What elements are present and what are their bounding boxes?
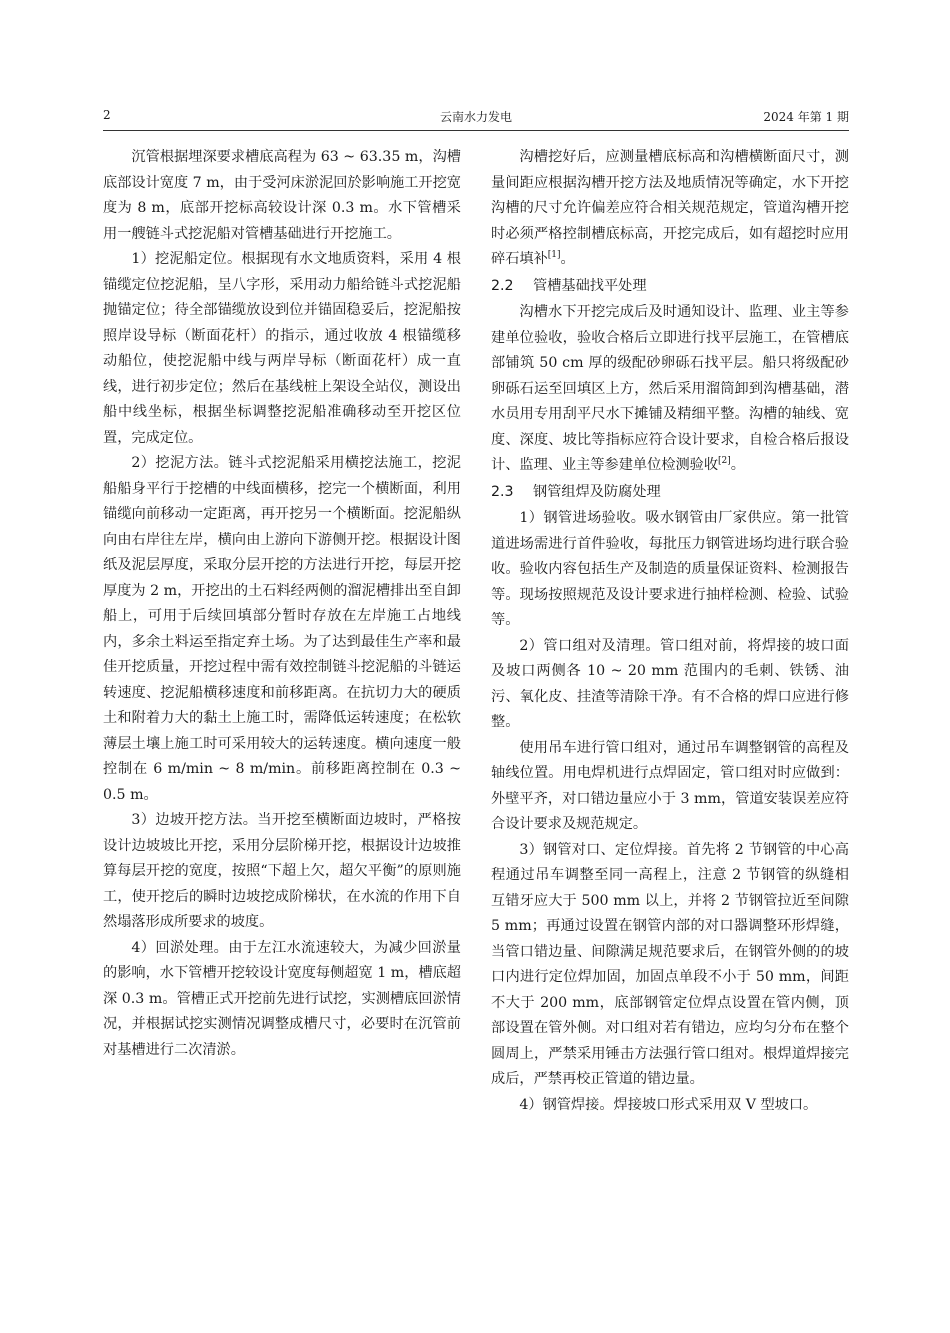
citation-ref: [2] xyxy=(718,456,731,466)
citation-ref: [1] xyxy=(547,250,561,260)
paragraph: 2）管口组对及清理。管口组对前，将焊接的坡口面及坡口两侧各 10 ~ 20 mm 范围内的毛刺、铁锈、油污、氧化皮、挂渣等清除干净。有不合格的焊口应进行修整。 xyxy=(491,637,849,730)
section-heading-2-2 xyxy=(491,274,849,300)
journal-name: 云南水力发电 xyxy=(439,110,512,124)
paragraph-end: 。 xyxy=(730,457,745,473)
issue-label: 2024 年第 1 期 xyxy=(763,110,849,124)
page-header xyxy=(103,106,849,130)
right-column xyxy=(491,145,849,1118)
paragraph: 2）挖泥方法。链斗式挖泥船采用横挖法施工，挖泥船船身平行于挖槽的中线面横移，挖完一个横断面，利用锚缆向前移动一定距离，再开挖另一个横断面。挖泥船纵向由右岸往左岸，横向由上游向下游侧开挖。根据设计图纸及泥层厚度，采取分层开挖的方法进行开挖，每层开挖厚度为 2 m，开挖出的土石料经两侧的溜泥槽排出至自卸船上，可用于后续回填部分暂时存放在左岸施工占地线内，多余土料运至指定弃土场。为了达到最佳生产率和最佳开挖质量，开挖过程中需有效控制链斗挖泥船的斗链运转速度、挖泥船横移速度和前移距离。在抗切力大的硬质土和附着力大的黏土上施工时，需降低运转速度；在松软薄层土壤上施工时可采用较大的运转速度。横向速度一般控制在 6 m/min ~ 8 m/min。前移距离控制在 0.3 ~ 0.5 m。 xyxy=(103,455,461,803)
header-rule xyxy=(103,130,849,131)
section-number: 2.2 xyxy=(491,277,514,294)
left-column xyxy=(103,145,461,1063)
paragraph xyxy=(491,300,849,479)
section-heading-2-3 xyxy=(491,480,849,506)
page-number: 2 xyxy=(103,108,111,122)
paragraph: 沉管根据埋深要求槽底高程为 63 ~ 63.35 m，沟槽底部设计宽度 7 m，由于受河床淤泥回於影响施工开挖宽度为 8 m，底部开挖标高较设计深 0.3 m。水下管槽采用一艘链斗式挖泥船对管槽基础进行开挖施工。 xyxy=(103,149,461,242)
paragraph: 4）回淤处理。由于左江水流速较大，为减少回淤量的影响，水下管槽开挖较设计宽度每侧超宽 1 m，槽底超深 0.3 m。管槽正式开挖前先进行试挖，实测槽底回淤情况，并根据试挖实测情况调整成槽尺寸，必要时在沉管前对基槽进行二次清淤。 xyxy=(103,939,461,1058)
paragraph xyxy=(491,145,849,273)
section-number: 2.3 xyxy=(491,483,514,500)
paragraph: 1）挖泥船定位。根据现有水文地质资料，采用 4 根锚缆定位挖泥船，呈八字形，采用动力船给链斗式挖泥船抛锚定位；待全部锚缆放设到位并锚固稳妥后，挖泥船按照岸设导标（断面花杆）的指示，通过收放 4 根锚缆移动船位，使挖泥船中线与两岸导标（断面花杆）成一直线，进行初步定位；然后在基线桩上架设全站仪，测设出船中线坐标，根据坐标调整挖泥船准确移动至开挖区位置，完成定位。 xyxy=(103,251,461,446)
section-title: 钢管组焊及防腐处理 xyxy=(533,483,661,500)
paragraph-end: 。 xyxy=(560,251,575,267)
section-title: 管槽基础找平处理 xyxy=(533,277,647,294)
paragraph: 4）钢管焊接。焊接坡口形式采用双 V 型坡口。 xyxy=(519,1096,818,1113)
paragraph: 1）钢管进场验收。吸水钢管由厂家供应。第一批管道进场需进行首件验收，每批压力钢管进场均进行联合验收。验收内容包括生产及制造的质量保证资料、检测报告等。现场按照规范及设计要求进行抽样检测、检验、试验等。 xyxy=(491,510,849,628)
paragraph: 3）边坡开挖方法。当开挖至横断面边坡时，严格按设计边坡坡比开挖，采用分层阶梯开挖，根据设计边坡推算每层开挖的宽度，按照“下超上欠，超欠平衡”的原则施工，使开挖后的瞬时边坡挖成阶梯状，在水流的作用下自然塌落形成所要求的坡度。 xyxy=(103,812,461,930)
paragraph-text: 沟槽水下开挖完成后及时通知设计、监理、业主等参建单位验收，验收合格后立即进行找平层施工，在管槽底部铺筑 50 cm 厚的级配砂卵砾石找平层。船只将级配砂卵砾石运至回填区上方，然后采用溜筒卸到沟槽基础，潜水员用专用刮平尺水下摊铺及精细平整。沟槽的轴线、宽度、深度、坡比等指标应符合设计要求，自检合格后报设计、监理、业主等参建单位检测验收 xyxy=(491,304,849,473)
paragraph-text: 沟槽挖好后，应测量槽底标高和沟槽横断面尺寸，测量间距应根据沟槽开挖方法及地质情况等确定，水下开挖沟槽的尺寸允许偏差应符合相关规范规定，管道沟槽开挖时必须严格控制槽底标高，开挖完成后，如有超挖时应用碎石填补 xyxy=(491,149,849,267)
paragraph: 3）钢管对口、定位焊接。首先将 2 节钢管的中心高程通过吊车调整至同一高程上，注意 2 节钢管的纵缝相互错牙应大于 500 mm 以上，并将 2 节钢管拉近至间隙 5 mm；再通过设置在钢管内部的对口器调整环形焊缝，当管口错边量、间隙满足规范要求后，在钢管外侧的的坡口内进行定位焊加固，加固点单段不小于 50 mm，间距不大于 200 mm，底部钢管定位焊点设置在管内侧，顶部设置在管外侧。对口组对若有错边，应均匀分布在整个圆周上，严禁采用锤击方法强行管口组对。根焊道焊接完成后，严禁再校正管道的错边量。 xyxy=(491,841,849,1087)
paragraph: 使用吊车进行管口组对，通过吊车调整钢管的高程及轴线位置。用电焊机进行点焊固定，管口组对时应做到：外壁平齐，对口错边量应小于 3 mm，管道安装误差应符合设计要求及规范规定。 xyxy=(491,739,849,832)
